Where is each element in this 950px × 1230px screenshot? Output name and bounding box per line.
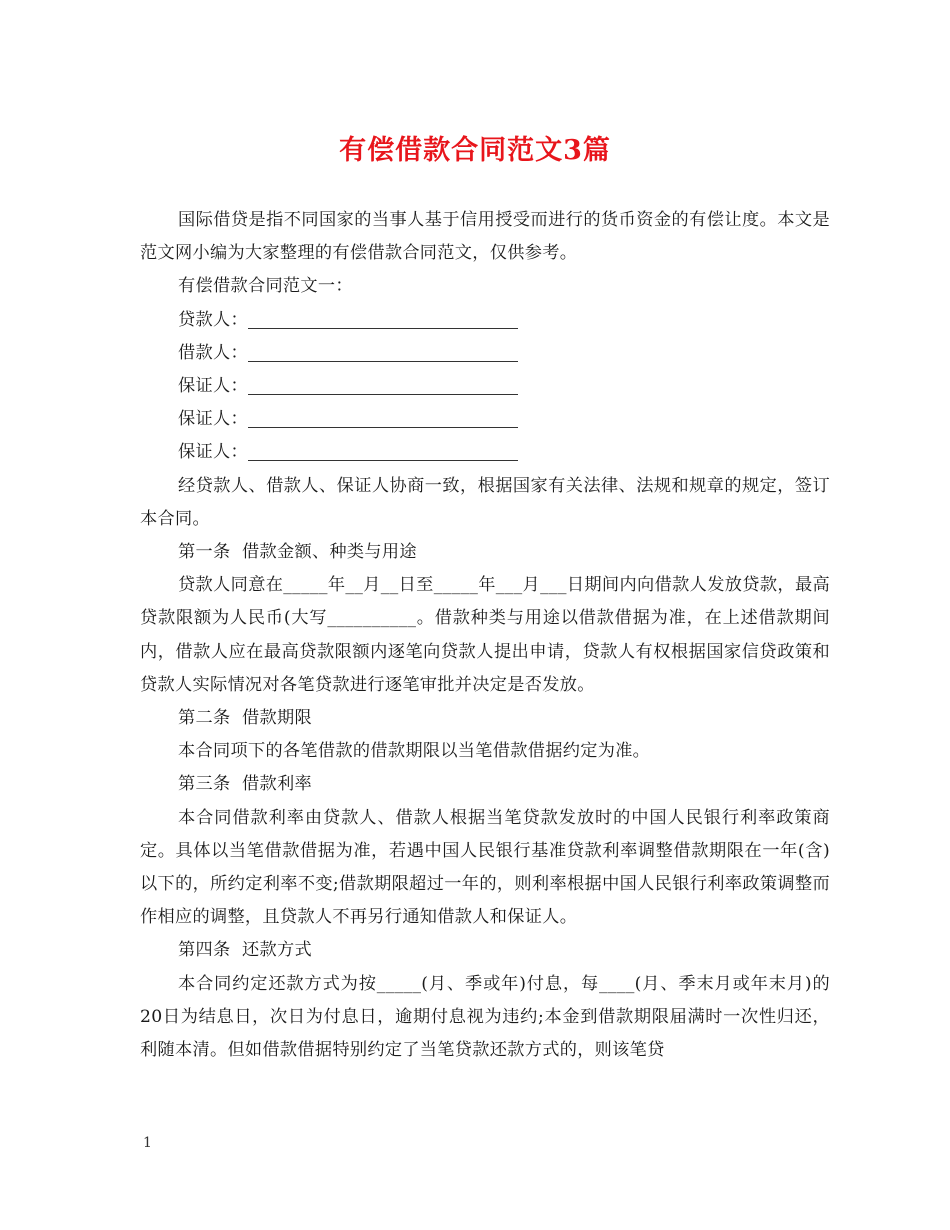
party-guarantor-1: [140, 370, 830, 403]
party-label: 保证人：: [178, 442, 248, 463]
signature-blank: [248, 376, 518, 395]
article-2-body: 本合同项下的各笔借款的借款期限以当笔借款借据约定为准。: [178, 741, 651, 762]
party-guarantor-3: [140, 436, 830, 469]
page-number: 1: [143, 1135, 152, 1151]
party-lender: [140, 304, 830, 337]
article-1-body: 贷款人同意在_____年__月__日至_____年___月___日期间内向借款人发放贷款，最高贷款限额为人民币(大写__________。借款种类与用途以借款借据为准，在上述借款期间内，借款人应在最高贷款限额内逐笔向贷款人提出申请，贷款人有权根据国家信贷政策和贷款人实际情况对各笔贷款进行逐笔审批并决定是否发放。: [140, 575, 830, 695]
signature-blank: [248, 442, 518, 461]
contract-subtitle: 有偿借款合同范文一：: [178, 276, 353, 297]
document-title: 有偿借款合同范文3篇: [339, 135, 611, 166]
article-3-body: 本合同借款利率由贷款人、借款人根据当笔贷款发放时的中国人民银行利率政策商定。具体以当笔借款借据为准，若遇中国人民银行基准贷款利率调整借款期限在一年(含)以下的，所约定利率不变;借款期限超过一年的，则利率根据中国人民银行利率政策调整而作相应的调整，且贷款人不再另行通知借款人和保证人。: [140, 807, 830, 928]
article-4-body: 本合同约定还款方式为按_____(月、季或年)付息，每____(月、季末月或年末月)的20日为结息日，次日为付息日，逾期付息视为违约;本金到借款期限届满时一次性归还，利随本清。但如借款借据特别约定了当笔贷款还款方式的，则该笔贷: [140, 973, 830, 1061]
signature-blank: [248, 409, 518, 428]
article-4-heading: 第四条 还款方式: [178, 940, 312, 961]
party-label: 保证人：: [178, 409, 248, 430]
preamble-paragraph: 经贷款人、借款人、保证人协商一致，根据国家有关法律、法规和规章的规定，签订本合同。: [140, 475, 830, 529]
signature-blank: [248, 343, 518, 362]
signature-blank: [248, 310, 518, 329]
party-guarantor-2: [140, 403, 830, 436]
intro-paragraph: 国际借贷是指不同国家的当事人基于信用授受而进行的货币资金的有偿让度。本文是范文网小编为大家整理的有偿借款合同范文，仅供参考。: [140, 210, 830, 264]
article-2-heading: 第二条 借款期限: [178, 708, 312, 729]
article-3-heading: 第三条 借款利率: [178, 774, 312, 795]
party-borrower: [140, 337, 830, 370]
document-body: [140, 204, 830, 1067]
party-label: 借款人：: [178, 342, 248, 363]
party-label: 保证人：: [178, 376, 248, 397]
article-1-heading: 第一条 借款金额、种类与用途: [178, 542, 417, 563]
party-label: 贷款人：: [178, 309, 248, 330]
